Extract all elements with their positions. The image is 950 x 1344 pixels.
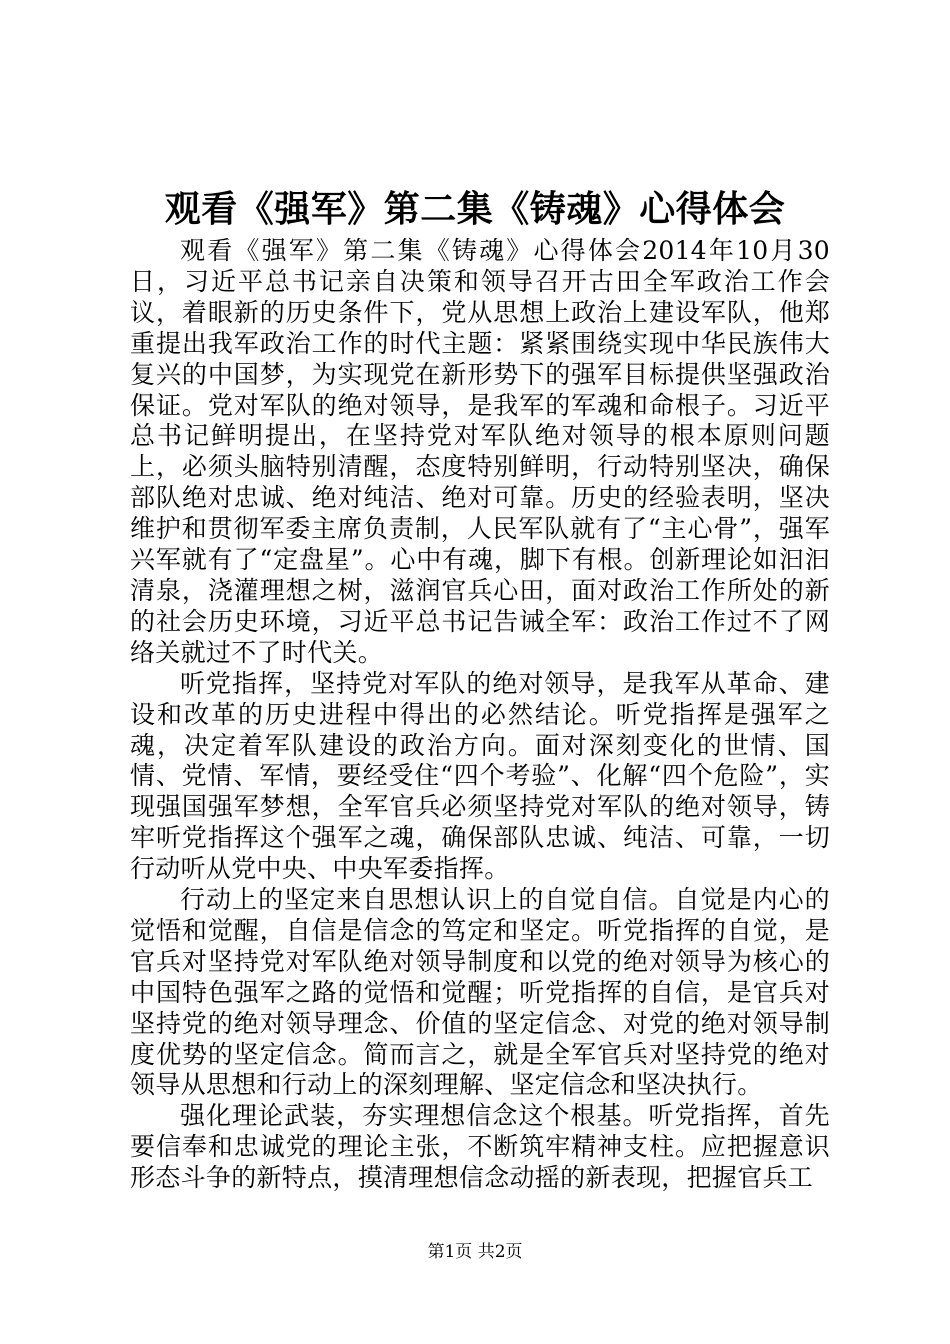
paragraph: 听党指挥，坚持党对军队的绝对领导，是我军从革命、建设和改革的历史进程中得出的必然结论。听党指挥是强军之魂，决定着军队建设的政治方向。面对深刻变化的世情、国情、党情、军情，要经受住“四个考验”、化解“四个危险”，实现强国强军梦想，全军官兵必须坚持党对军队的绝对领导，铸牢听党指挥这个强军之魂，确保部队忠诚、纯洁、可靠，一切行动听从党中央、中央军委指挥。: [130, 668, 830, 884]
document-body: [130, 236, 830, 1194]
paragraph: 观看《强军》第二集《铸魂》心得体会2014年10月30日，习近平总书记亲自决策和领导召开古田全军政治工作会议，着眼新的历史条件下，党从思想上政治上建设军队，他郑重提出我军政治工作的时代主题：紧紧围绕实现中华民族伟大复兴的中国梦，为实现党在新形势下的强军目标提供坚强政治保证。党对军队的绝对领导，是我军的军魂和命根子。习近平总书记鲜明提出，在坚持党对军队绝对领导的根本原则问题上，必须头脑特别清醒，态度特别鲜明，行动特别坚决，确保部队绝对忠诚、绝对纯洁、绝对可靠。历史的经验表明，坚决维护和贯彻军委主席负责制，人民军队就有了“主心骨”，强军兴军就有了“定盘星”。心中有魂，脚下有根。创新理论如汩汩清泉，浇灌理想之树，滋润官兵心田，面对政治工作所处的新的社会历史环境，习近平总书记告诫全军：政治工作过不了网络关就过不了时代关。: [130, 236, 830, 667]
document-title: 观看《强军》第二集《铸魂》心得体会: [164, 189, 786, 230]
paragraph: 行动上的坚定来自思想认识上的自觉自信。自觉是内心的觉悟和觉醒，自信是信念的笃定和坚定。听党指挥的自觉，是官兵对坚持党对军队绝对领导制度和以党的绝对领导为核心的中国特色强军之路的觉悟和觉醒；听党指挥的自信，是官兵对坚持党的绝对领导理念、价值的坚定信念、对党的绝对领导制度优势的坚定信念。简而言之，就是全军官兵对坚持党的绝对领导从思想和行动上的深刻理解、坚定信念和坚决执行。: [130, 885, 830, 1100]
page-footer: 第1页 共2页: [427, 1242, 523, 1262]
paragraph: 强化理论武装，夯实理想信念这个根基。听党指挥，首先要信奉和忠诚党的理论主张，不断筑牢精神支柱。应把握意识形态斗争的新特点，摸清理想信念动摇的新表现，把握官兵工: [130, 1101, 830, 1193]
